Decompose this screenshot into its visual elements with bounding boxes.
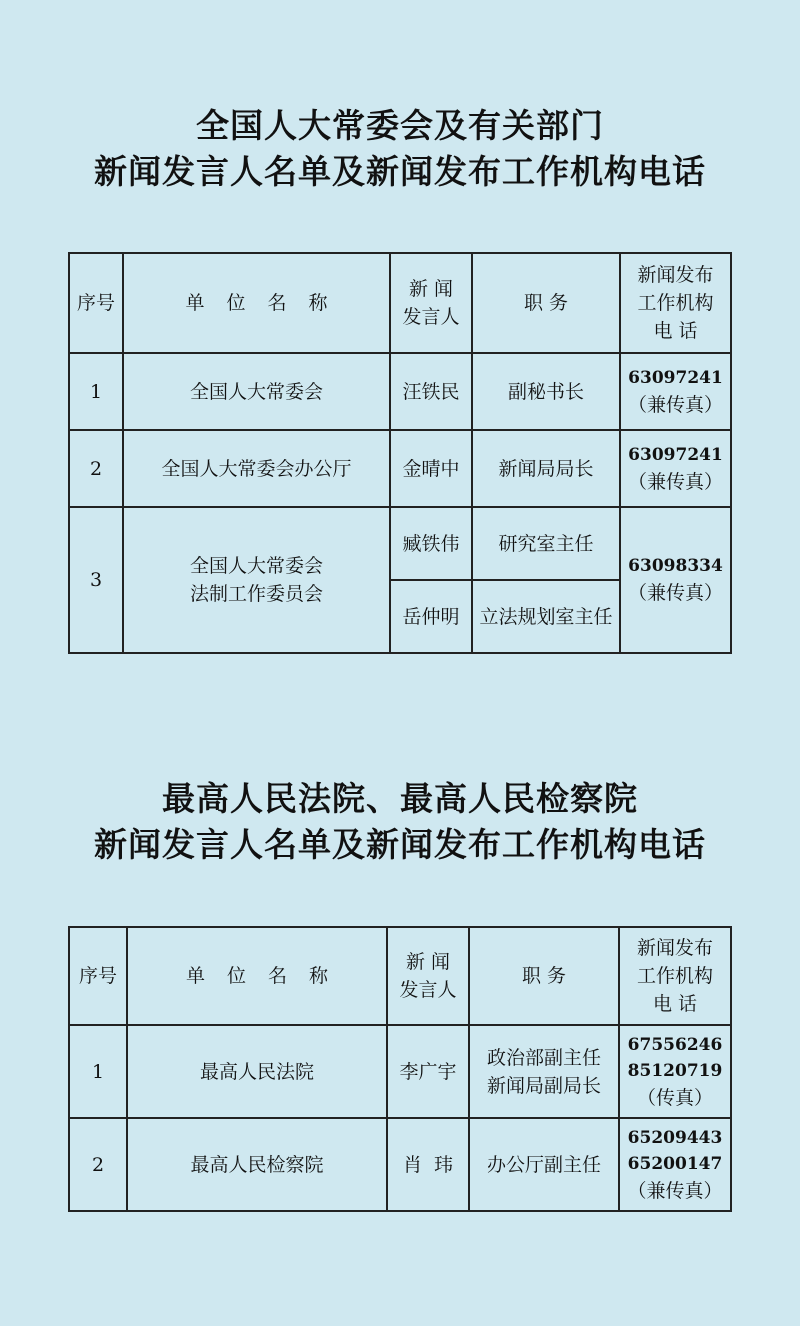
header-phone: 新闻发布 工作机构 电 话 — [619, 927, 731, 1025]
section1-title — [0, 103, 800, 195]
section1-title-line-2: 新闻发言人名单及新闻发布工作机构电话 — [94, 152, 706, 191]
row-position: 立法规划室主任 — [472, 580, 620, 653]
row-seq: 2 — [69, 430, 123, 507]
header-unit: 单 位 名 称 — [123, 253, 390, 353]
row-phone: 63098334 （兼传真） — [620, 507, 731, 653]
table-header-row — [69, 253, 731, 353]
row-phone: 63097241 （兼传真） — [620, 430, 731, 507]
row-seq: 2 — [69, 1118, 127, 1211]
section2-title-line-1: 最高人民法院、最高人民检察院 — [162, 779, 638, 818]
row-position: 新闻局局长 — [472, 430, 620, 507]
header-position: 职 务 — [469, 927, 619, 1025]
row-seq: 1 — [69, 1025, 127, 1118]
row-position: 办公厅副主任 — [469, 1118, 619, 1211]
table-row — [69, 430, 731, 507]
row-unit: 最高人民法院 — [127, 1025, 387, 1118]
row-spokesperson: 岳仲明 — [390, 580, 472, 653]
table-row — [69, 1118, 731, 1211]
spokesperson-table-npc — [68, 252, 732, 654]
table-row — [69, 1025, 731, 1118]
row-unit: 全国人大常委会 — [123, 353, 390, 430]
header-position: 职 务 — [472, 253, 620, 353]
row-position: 政治部副主任 新闻局副局长 — [469, 1025, 619, 1118]
header-spokesperson: 新 闻 发言人 — [390, 253, 472, 353]
spokesperson-table-court — [68, 926, 732, 1212]
section1-title-line-1: 全国人大常委会及有关部门 — [196, 106, 604, 145]
header-spokesperson: 新 闻 发言人 — [387, 927, 469, 1025]
header-phone: 新闻发布 工作机构 电 话 — [620, 253, 731, 353]
row-unit: 最高人民检察院 — [127, 1118, 387, 1211]
table-row — [69, 353, 731, 430]
row-spokesperson: 臧铁伟 — [390, 507, 472, 580]
row-spokesperson: 汪铁民 — [390, 353, 472, 430]
row-seq: 3 — [69, 507, 123, 653]
row-unit: 全国人大常委会 法制工作委员会 — [123, 507, 390, 653]
header-seq: 序号 — [69, 927, 127, 1025]
row-position: 研究室主任 — [472, 507, 620, 580]
row-seq: 1 — [69, 353, 123, 430]
header-seq: 序号 — [69, 253, 123, 353]
row-spokesperson: 金晴中 — [390, 430, 472, 507]
row-unit: 全国人大常委会办公厅 — [123, 430, 390, 507]
row-spokesperson: 李广宇 — [387, 1025, 469, 1118]
row-phone: 67556246 85120719 （传真） — [619, 1025, 731, 1118]
table-header-row — [69, 927, 731, 1025]
table-row — [69, 507, 731, 580]
header-unit: 单 位 名 称 — [127, 927, 387, 1025]
row-phone: 63097241 （兼传真） — [620, 353, 731, 430]
section2-title — [0, 776, 800, 868]
section2-title-line-2: 新闻发言人名单及新闻发布工作机构电话 — [94, 825, 706, 864]
row-phone: 65209443 65200147 （兼传真） — [619, 1118, 731, 1211]
row-position: 副秘书长 — [472, 353, 620, 430]
row-spokesperson: 肖 玮 — [387, 1118, 469, 1211]
